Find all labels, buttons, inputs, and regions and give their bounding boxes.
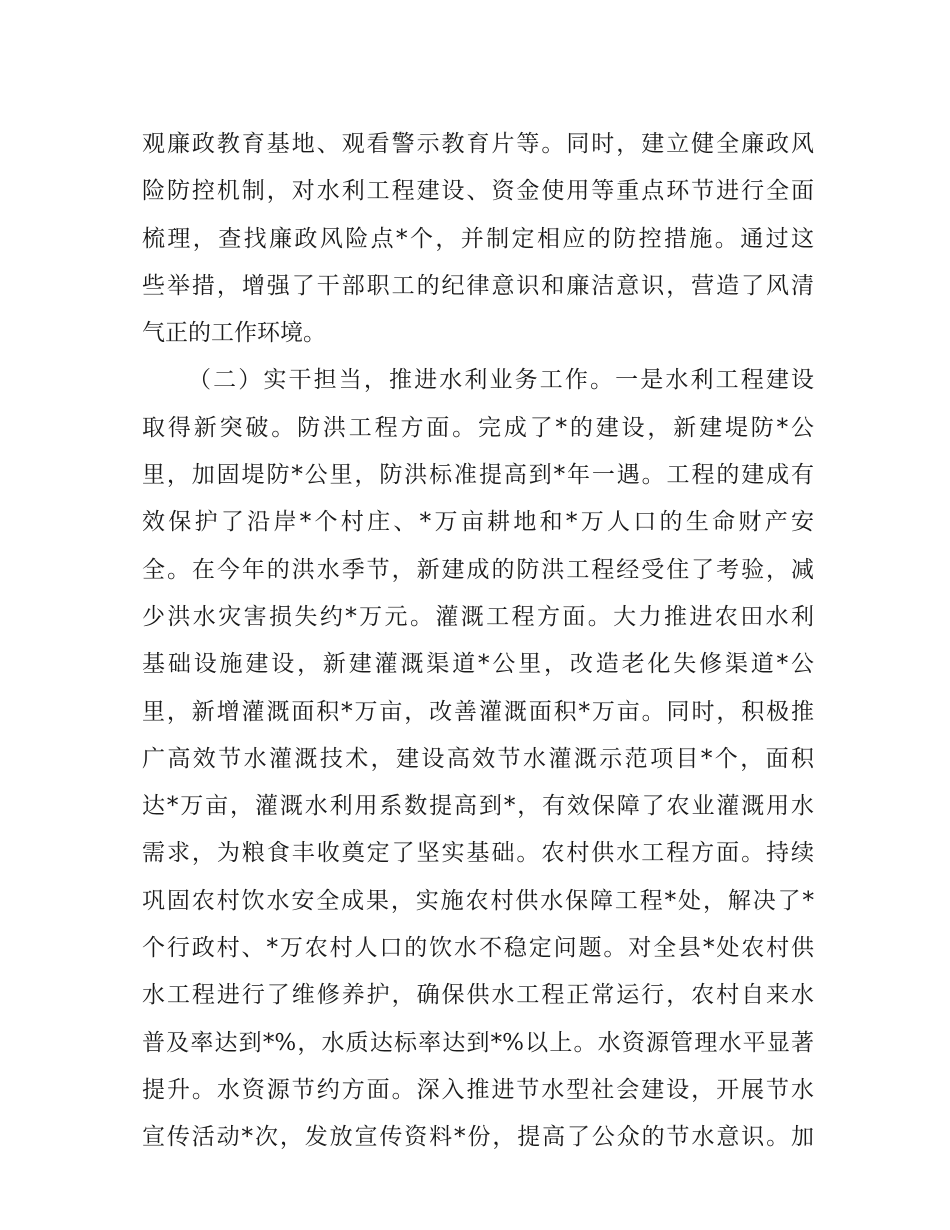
paragraph-line: 气正的工作环境。 [142, 320, 326, 347]
paragraph-line: 达*万亩，灌溉水利用系数提高到*，有效保障了农业灌溉用水 [142, 793, 814, 820]
paragraph-line: 水工程进行了维修养护，确保供水工程正常运行，农村自来水 [142, 982, 814, 1009]
document-body [142, 121, 814, 1162]
paragraph-line: 基础设施建设，新建灌溉渠道*公里，改造老化失修渠道*公 [142, 651, 814, 678]
paragraph-line: 取得新突破。防洪工程方面。完成了*的建设，新建堤防*公 [142, 414, 814, 441]
paragraph-1 [142, 121, 814, 357]
paragraph-line: 全。在今年的洪水季节，新建成的防洪工程经受住了考验，减 [142, 556, 814, 583]
paragraph-line: 宣传活动*次，发放宣传资料*份，提高了公众的节水意识。加 [142, 1124, 814, 1151]
paragraph-line: 需求，为粮食丰收奠定了坚实基础。农村供水工程方面。持续 [142, 840, 814, 867]
paragraph-line: 里，加固堤防*公里，防洪标准提高到*年一遇。工程的建成有 [142, 462, 814, 489]
paragraph-line: 效保护了沿岸*个村庄、*万亩耕地和*万人口的生命财产安 [142, 509, 814, 536]
paragraph-line: 观廉政教育基地、观看警示教育片等。同时，建立健全廉政风 [142, 131, 814, 157]
paragraph-line: 巩固农村饮水安全成果，实施农村供水保障工程*处，解决了* [142, 887, 814, 914]
paragraph-line: 少洪水灾害损失约*万元。灌溉工程方面。大力推进农田水利 [142, 603, 814, 630]
paragraph-line: 个行政村、*万农村人口的饮水不稳定问题。对全县*处农村供 [142, 935, 814, 962]
paragraph-line-first: （二）实干担当，推进水利业务工作。一是水利工程建设 [188, 367, 814, 394]
paragraph-line: 梳理，查找廉政风险点*个，并制定相应的防控措施。通过这 [142, 225, 814, 252]
paragraph-line: 里，新增灌溉面积*万亩，改善灌溉面积*万亩。同时，积极推 [142, 698, 814, 725]
paragraph-line: 广高效节水灌溉技术，建设高效节水灌溉示范项目*个，面积 [142, 745, 814, 772]
paragraph-line: 险防控机制，对水利工程建设、资金使用等重点环节进行全面 [142, 178, 814, 205]
paragraph-line: 些举措，增强了干部职工的纪律意识和廉洁意识，营造了风清 [142, 272, 814, 299]
paragraph-2 [142, 357, 814, 1161]
paragraph-line: 提升。水资源节约方面。深入推进节水型社会建设，开展节水 [142, 1076, 814, 1103]
paragraph-line: 普及率达到*%，水质达标率达到*%以上。水资源管理水平显著 [142, 1029, 814, 1056]
